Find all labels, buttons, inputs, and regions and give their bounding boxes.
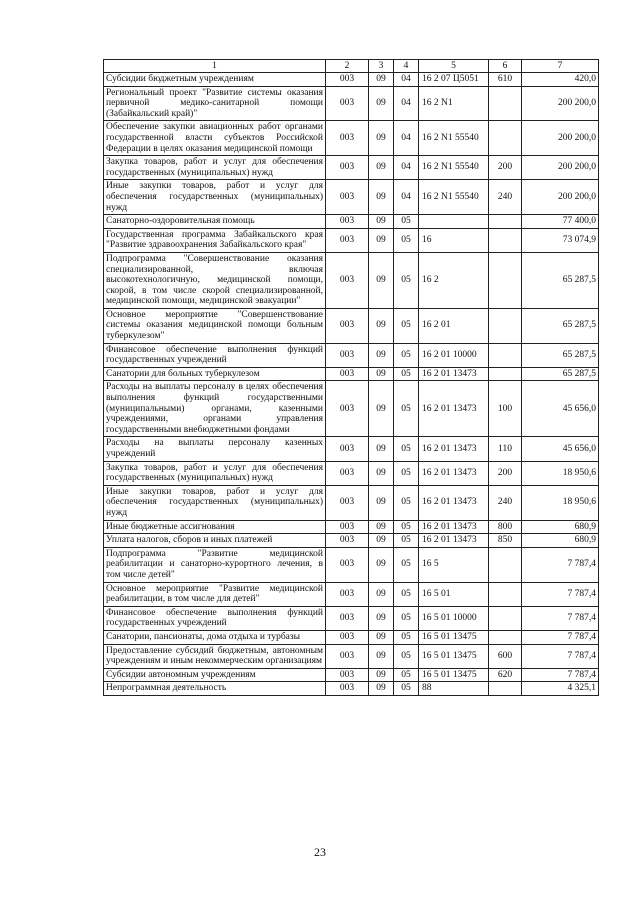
row-target-article-code: 16 2 xyxy=(419,252,489,308)
row-expense-type-code xyxy=(489,547,522,582)
row-target-article-code: 16 2 01 13473 xyxy=(419,367,489,381)
row-subsection-code: 05 xyxy=(394,485,419,520)
row-subsection-code: 05 xyxy=(394,547,419,582)
row-description: Подпрограмма "Развитие медицинской реабилитации и санаторно-курортного лечения, в том числе детей" xyxy=(104,547,326,582)
table-row xyxy=(104,215,599,229)
row-amount: 77 400,0 xyxy=(522,215,599,229)
row-section-code: 09 xyxy=(369,86,394,121)
row-expense-type-code xyxy=(489,682,522,696)
row-ministry-code: 003 xyxy=(326,437,369,461)
column-header-3: 3 xyxy=(369,60,394,73)
row-expense-type-code xyxy=(489,86,522,121)
row-subsection-code: 05 xyxy=(394,582,419,606)
row-target-article-code: 16 2 N1 xyxy=(419,86,489,121)
table-row xyxy=(104,437,599,461)
row-amount: 200 200,0 xyxy=(522,121,599,156)
row-description: Финансовое обеспечение выполнения функций государственных учреждений xyxy=(104,606,326,630)
row-description: Основное мероприятие "Развитие медицинской реабилитации, в том числе для детей" xyxy=(104,582,326,606)
row-expense-type-code: 800 xyxy=(489,520,522,534)
row-expense-type-code xyxy=(489,606,522,630)
row-description: Закупка товаров, работ и услуг для обеспечения государственных (муниципальных) нужд xyxy=(104,156,326,180)
table-row xyxy=(104,644,599,668)
row-subsection-code: 05 xyxy=(394,437,419,461)
row-amount: 680,9 xyxy=(522,534,599,548)
row-subsection-code: 05 xyxy=(394,308,419,343)
row-amount: 420,0 xyxy=(522,73,599,87)
row-description: Иные закупки товаров, работ и услуг для обеспечения государственных (муниципальных) нужд xyxy=(104,180,326,215)
row-expense-type-code: 100 xyxy=(489,381,522,437)
row-target-article-code: 16 5 01 10000 xyxy=(419,606,489,630)
row-section-code: 09 xyxy=(369,461,394,485)
row-expense-type-code: 240 xyxy=(489,180,522,215)
row-subsection-code: 05 xyxy=(394,630,419,644)
row-ministry-code: 003 xyxy=(326,308,369,343)
row-ministry-code: 003 xyxy=(326,121,369,156)
row-section-code: 09 xyxy=(369,252,394,308)
row-description: Субсидии бюджетным учреждениям xyxy=(104,73,326,87)
row-amount: 73 074,9 xyxy=(522,228,599,252)
row-expense-type-code xyxy=(489,215,522,229)
row-subsection-code: 05 xyxy=(394,381,419,437)
row-subsection-code: 05 xyxy=(394,252,419,308)
row-target-article-code: 16 2 01 13473 xyxy=(419,534,489,548)
row-expense-type-code xyxy=(489,582,522,606)
table-row xyxy=(104,582,599,606)
row-section-code: 09 xyxy=(369,668,394,682)
table-row xyxy=(104,86,599,121)
row-target-article-code: 16 2 01 xyxy=(419,308,489,343)
page-number: 23 xyxy=(314,845,326,859)
row-ministry-code: 003 xyxy=(326,73,369,87)
row-target-article-code: 88 xyxy=(419,682,489,696)
table-row xyxy=(104,682,599,696)
table-row xyxy=(104,668,599,682)
table-row xyxy=(104,228,599,252)
row-ministry-code: 003 xyxy=(326,180,369,215)
row-description: Закупка товаров, работ и услуг для обеспечения государственных (муниципальных) нужд xyxy=(104,461,326,485)
table-row xyxy=(104,606,599,630)
row-target-article-code: 16 2 N1 55540 xyxy=(419,156,489,180)
row-target-article-code xyxy=(419,215,489,229)
row-subsection-code: 05 xyxy=(394,520,419,534)
row-subsection-code: 05 xyxy=(394,682,419,696)
column-header-6: 6 xyxy=(489,60,522,73)
row-description: Уплата налогов, сборов и иных платежей xyxy=(104,534,326,548)
row-amount: 680,9 xyxy=(522,520,599,534)
row-section-code: 09 xyxy=(369,367,394,381)
row-section-code: 09 xyxy=(369,682,394,696)
row-amount: 200 200,0 xyxy=(522,156,599,180)
table-row xyxy=(104,367,599,381)
row-description: Непрограммная деятельность xyxy=(104,682,326,696)
row-target-article-code: 16 2 N1 55540 xyxy=(419,180,489,215)
row-ministry-code: 003 xyxy=(326,381,369,437)
row-expense-type-code xyxy=(489,308,522,343)
row-target-article-code: 16 2 01 13473 xyxy=(419,437,489,461)
row-description: Финансовое обеспечение выполнения функций государственных учреждений xyxy=(104,343,326,367)
row-subsection-code: 05 xyxy=(394,644,419,668)
row-amount: 65 287,5 xyxy=(522,252,599,308)
row-expense-type-code xyxy=(489,630,522,644)
row-section-code: 09 xyxy=(369,547,394,582)
row-section-code: 09 xyxy=(369,180,394,215)
table-row xyxy=(104,156,599,180)
row-expense-type-code: 610 xyxy=(489,73,522,87)
row-description: Расходы на выплаты персоналу в целях обеспечения выполнения функций государственными (муниципальными) органами, казенными учреждениями, органами управления государственными внебюджетными фондами xyxy=(104,381,326,437)
table-row xyxy=(104,630,599,644)
row-section-code: 09 xyxy=(369,228,394,252)
row-amount: 4 325,1 xyxy=(522,682,599,696)
row-target-article-code: 16 2 01 13473 xyxy=(419,461,489,485)
row-expense-type-code: 110 xyxy=(489,437,522,461)
row-target-article-code: 16 2 01 13473 xyxy=(419,381,489,437)
row-section-code: 09 xyxy=(369,606,394,630)
row-expense-type-code xyxy=(489,228,522,252)
row-description: Иные бюджетные ассигнования xyxy=(104,520,326,534)
row-section-code: 09 xyxy=(369,520,394,534)
row-expense-type-code xyxy=(489,343,522,367)
row-target-article-code: 16 2 01 10000 xyxy=(419,343,489,367)
table-row xyxy=(104,252,599,308)
row-description: Подпрограмма "Совершенствование оказания специализированной, включая высокотехнологичную, медицинской помощи, скорой, в том числе скорой специализированной, медицинской помощи, медицинской эвакуации" xyxy=(104,252,326,308)
row-subsection-code: 04 xyxy=(394,73,419,87)
row-ministry-code: 003 xyxy=(326,156,369,180)
column-header-5: 5 xyxy=(419,60,489,73)
row-section-code: 09 xyxy=(369,73,394,87)
row-description: Субсидии автономным учреждениям xyxy=(104,668,326,682)
column-header-7: 7 xyxy=(522,60,599,73)
row-target-article-code: 16 5 01 13475 xyxy=(419,644,489,668)
row-ministry-code: 003 xyxy=(326,228,369,252)
row-subsection-code: 05 xyxy=(394,534,419,548)
row-expense-type-code xyxy=(489,121,522,156)
row-section-code: 09 xyxy=(369,534,394,548)
row-section-code: 09 xyxy=(369,121,394,156)
row-subsection-code: 05 xyxy=(394,367,419,381)
row-target-article-code: 16 5 xyxy=(419,547,489,582)
row-section-code: 09 xyxy=(369,343,394,367)
row-amount: 45 656,0 xyxy=(522,437,599,461)
row-ministry-code: 003 xyxy=(326,520,369,534)
row-ministry-code: 003 xyxy=(326,606,369,630)
row-ministry-code: 003 xyxy=(326,668,369,682)
row-amount: 7 787,4 xyxy=(522,606,599,630)
table-row xyxy=(104,547,599,582)
table-row xyxy=(104,308,599,343)
row-section-code: 09 xyxy=(369,437,394,461)
row-description: Иные закупки товаров, работ и услуг для обеспечения государственных (муниципальных) нужд xyxy=(104,485,326,520)
row-target-article-code: 16 5 01 xyxy=(419,582,489,606)
row-ministry-code: 003 xyxy=(326,547,369,582)
row-expense-type-code: 600 xyxy=(489,644,522,668)
row-description: Расходы на выплаты персоналу казенных учреждений xyxy=(104,437,326,461)
row-target-article-code: 16 xyxy=(419,228,489,252)
row-expense-type-code xyxy=(489,367,522,381)
row-amount: 200 200,0 xyxy=(522,180,599,215)
row-section-code: 09 xyxy=(369,156,394,180)
row-amount: 65 287,5 xyxy=(522,343,599,367)
row-ministry-code: 003 xyxy=(326,367,369,381)
row-ministry-code: 003 xyxy=(326,252,369,308)
table-row xyxy=(104,343,599,367)
row-amount: 7 787,4 xyxy=(522,644,599,668)
row-ministry-code: 003 xyxy=(326,644,369,668)
row-description: Санатории для больных туберкулезом xyxy=(104,367,326,381)
row-amount: 45 656,0 xyxy=(522,381,599,437)
row-subsection-code: 04 xyxy=(394,180,419,215)
row-amount: 7 787,4 xyxy=(522,582,599,606)
row-expense-type-code: 200 xyxy=(489,461,522,485)
row-target-article-code: 16 2 N1 55540 xyxy=(419,121,489,156)
row-expense-type-code: 620 xyxy=(489,668,522,682)
row-section-code: 09 xyxy=(369,215,394,229)
table-row xyxy=(104,180,599,215)
row-ministry-code: 003 xyxy=(326,682,369,696)
row-amount: 7 787,4 xyxy=(522,668,599,682)
table-row xyxy=(104,73,599,87)
row-ministry-code: 003 xyxy=(326,461,369,485)
row-ministry-code: 003 xyxy=(326,343,369,367)
row-subsection-code: 04 xyxy=(394,121,419,156)
row-ministry-code: 003 xyxy=(326,485,369,520)
table-row xyxy=(104,534,599,548)
row-amount: 18 950,6 xyxy=(522,485,599,520)
row-description: Санаторно-оздоровительная помощь xyxy=(104,215,326,229)
row-subsection-code: 05 xyxy=(394,343,419,367)
row-section-code: 09 xyxy=(369,644,394,668)
row-amount: 18 950,6 xyxy=(522,461,599,485)
row-description: Предоставление субсидий бюджетным, автономным учреждениям и иным некоммерческим организациям xyxy=(104,644,326,668)
row-ministry-code: 003 xyxy=(326,86,369,121)
row-description: Обеспечение закупки авиационных работ органами государственной власти субъектов Российской Федерации в целях оказания медицинской помощи xyxy=(104,121,326,156)
row-target-article-code: 16 2 01 13473 xyxy=(419,520,489,534)
row-ministry-code: 003 xyxy=(326,582,369,606)
row-description: Санатории, пансионаты, дома отдыха и турбазы xyxy=(104,630,326,644)
row-subsection-code: 05 xyxy=(394,461,419,485)
row-amount: 200 200,0 xyxy=(522,86,599,121)
row-ministry-code: 003 xyxy=(326,534,369,548)
row-section-code: 09 xyxy=(369,381,394,437)
row-subsection-code: 05 xyxy=(394,606,419,630)
row-subsection-code: 05 xyxy=(394,228,419,252)
row-target-article-code: 16 2 01 13473 xyxy=(419,485,489,520)
row-expense-type-code: 200 xyxy=(489,156,522,180)
table-body xyxy=(104,73,599,696)
table-row xyxy=(104,461,599,485)
row-expense-type-code: 240 xyxy=(489,485,522,520)
row-target-article-code: 16 5 01 13475 xyxy=(419,630,489,644)
row-description: Региональный проект "Развитие системы оказания первичной медико-санитарной помощи (Забайкальский край)" xyxy=(104,86,326,121)
row-description: Основное мероприятие "Совершенствование системы оказания медицинской помощи больным туберкулезом" xyxy=(104,308,326,343)
table-row xyxy=(104,485,599,520)
row-section-code: 09 xyxy=(369,582,394,606)
table-row xyxy=(104,520,599,534)
header-row xyxy=(104,60,599,73)
row-ministry-code: 003 xyxy=(326,215,369,229)
row-subsection-code: 04 xyxy=(394,156,419,180)
table-row xyxy=(104,121,599,156)
row-target-article-code: 16 5 01 13475 xyxy=(419,668,489,682)
column-header-4: 4 xyxy=(394,60,419,73)
row-expense-type-code: 850 xyxy=(489,534,522,548)
row-description: Государственная программа Забайкальского края "Развитие здравоохранения Забайкальского края" xyxy=(104,228,326,252)
row-amount: 7 787,4 xyxy=(522,630,599,644)
row-amount: 65 287,5 xyxy=(522,308,599,343)
budget-table xyxy=(103,59,599,696)
row-amount: 65 287,5 xyxy=(522,367,599,381)
row-target-article-code: 16 2 07 Ц5051 xyxy=(419,73,489,87)
table-row xyxy=(104,381,599,437)
row-ministry-code: 003 xyxy=(326,630,369,644)
row-subsection-code: 05 xyxy=(394,215,419,229)
row-subsection-code: 04 xyxy=(394,86,419,121)
row-section-code: 09 xyxy=(369,630,394,644)
row-expense-type-code xyxy=(489,252,522,308)
row-section-code: 09 xyxy=(369,485,394,520)
column-header-1: 1 xyxy=(104,60,326,73)
column-header-2: 2 xyxy=(326,60,369,73)
row-amount: 7 787,4 xyxy=(522,547,599,582)
row-section-code: 09 xyxy=(369,308,394,343)
row-subsection-code: 05 xyxy=(394,668,419,682)
